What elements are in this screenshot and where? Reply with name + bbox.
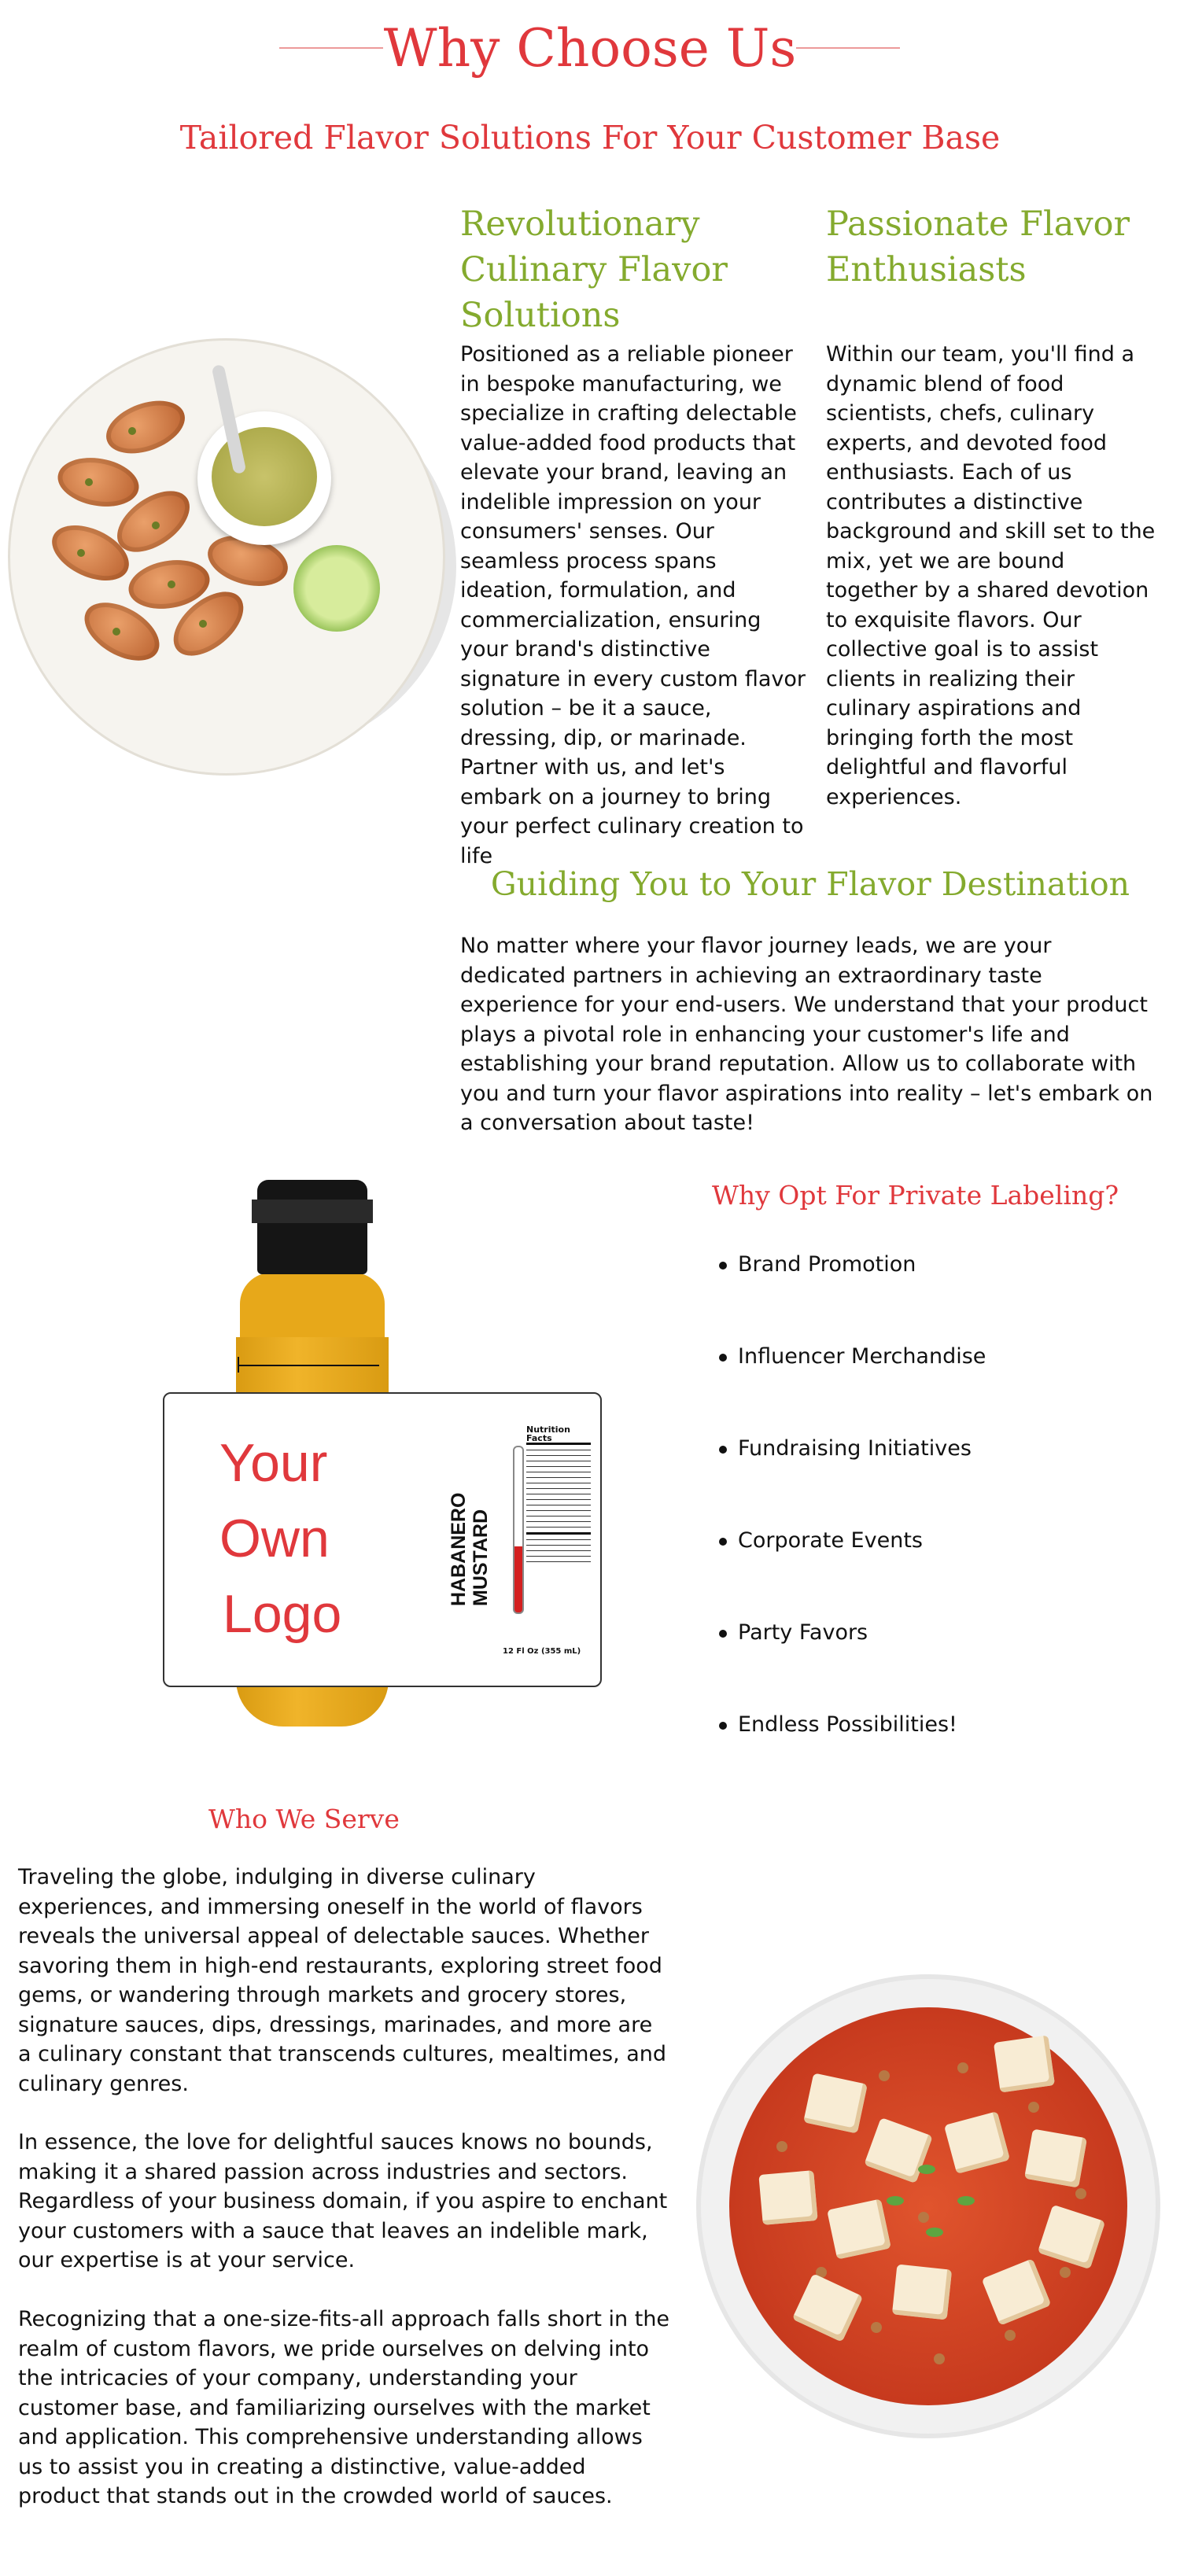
column-heading-culinary: Revolutionary Culinary Flavor Solutions	[460, 205, 728, 335]
nutrition-facts-panel: Nutrition Facts	[526, 1425, 591, 1638]
bottle-volume: 12 Fl Oz (355 mL)	[503, 1647, 581, 1656]
bottle-neck	[240, 1273, 385, 1343]
destination-body: No matter where your flavor journey leads, we are your dedicated partners in achieving an extraordinary taste experience for your end-users. We understand that your product plays a pivotal role in enhancing your customer's life and establishing your brand reputation. Allow us to collaborate with you and turn your flavor aspirations into reality – let's embark on a conversation about taste!	[460, 934, 1153, 1135]
list-item: Fundraising Initiatives	[719, 1433, 972, 1465]
fill-line-end	[238, 1357, 239, 1373]
list-item: Brand Promotion	[719, 1249, 916, 1281]
page-subtitle: Tailored Flavor Solutions For Your Customer Base	[179, 119, 1001, 157]
bottle-cap	[257, 1180, 367, 1274]
list-item: Influencer Merchandise	[719, 1341, 986, 1373]
who-we-serve-paragraph-1: Traveling the globe, indulging in diverse culinary experiences, and immersing oneself in the world of flavors reveals the universal appeal of delectable sauces. Whether savoring them in high-end restaurants, exploring street food gems, or wandering through markets and grocery stores, signature sauces, dips, dressings, marinades, and more are a culinary constant that transcends cultures, mealtimes, and culinary genres.	[18, 1865, 667, 2096]
mapo-tofu-bowl-image	[696, 1974, 1160, 2438]
page-title: Why Choose Us	[383, 18, 797, 79]
bullet-icon	[719, 1722, 727, 1730]
bullet-icon	[719, 1538, 727, 1546]
product-name: HABANERO MUSTARD	[448, 1492, 492, 1606]
your-own-logo-text: Your Own Logo	[219, 1433, 342, 1644]
list-item: Endless Possibilities!	[719, 1709, 957, 1741]
private-labeling-heading: Why Opt For Private Labeling?	[712, 1180, 1119, 1211]
bottle-label	[163, 1392, 602, 1687]
bullet-icon	[719, 1262, 727, 1270]
list-item: Party Favors	[719, 1617, 868, 1649]
destination-heading: Guiding You to Your Flavor Destination	[490, 865, 1130, 903]
bullet-icon	[719, 1630, 727, 1638]
bottle-cap-band	[252, 1200, 373, 1223]
column-body-culinary: Positioned as a reliable pioneer in bespoke manufacturing, we specialize in crafting delectable value-added food products that elevate your brand, leaving an indelible impression on your consumers' senses. Our seamless process spans ideation, formulation, and commercialization, ensuring your brand's distinctive signature in every custom flavor solution – be it a sauce, dressing, dip, or marinade. Partner with us, and let's embark on a journey to bring your perfect culinary creation to life	[460, 342, 806, 868]
shrimp-plate-image	[8, 338, 445, 776]
bullet-icon	[719, 1446, 727, 1454]
column-heading-enthusiasts: Passionate Flavor Enthusiasts	[826, 205, 1130, 289]
who-we-serve-paragraph-3: Recognizing that a one-size-fits-all approach falls short in the realm of custom flavors, we pride ourselves on delving into the intricacies of your company, understanding your customer base, and familiarizing ourselves with the market and application. This comprehensive understanding allows us to assist you in creating a distinctive, value-added product that stands out in the crowded world of sauces.	[18, 2307, 670, 2508]
fill-line	[238, 1365, 379, 1366]
heat-meter-icon	[513, 1446, 524, 1614]
who-we-serve-paragraph-2: In essence, the love for delightful sauces knows no bounds, making it a shared passion across industries and sectors. Regardless of your business domain, if you aspire to enchant your customers with a sauce that leaves an indelible mark, our expertise is at your service.	[18, 2130, 668, 2272]
bullet-icon	[719, 1354, 727, 1362]
who-we-serve-heading: Who We Serve	[208, 1804, 400, 1834]
list-item: Corporate Events	[719, 1525, 923, 1557]
column-body-enthusiasts: Within our team, you'll find a dynamic blend of food scientists, chefs, culinary experts, and devoted food enthusiasts. Each of us contributes a distinctive background and skill set to the mix, yet we are bound together by a shared devotion to exquisite flavors. Our collective goal is to assist clients in realizing their culinary aspirations and bringing forth the most delightful and flavorful experiences.	[826, 342, 1156, 809]
